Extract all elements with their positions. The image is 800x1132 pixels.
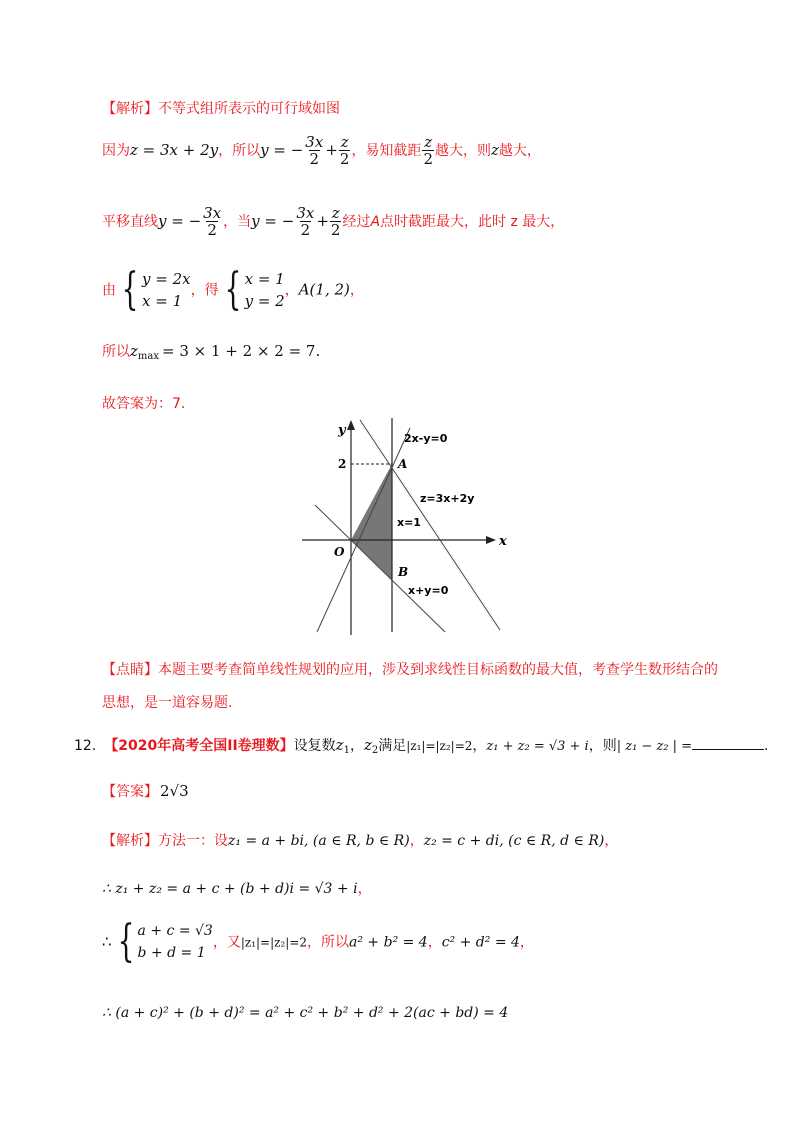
brace-2: { — [224, 264, 241, 315]
frac-3x-2 — [202, 205, 222, 238]
analysis-line-4 — [102, 264, 364, 315]
sum-condition: z₁ + z₂ = √3 + i — [486, 739, 589, 754]
plus-sign: + — [325, 141, 338, 159]
question-number: 12. — [74, 738, 97, 754]
question-text: 满足 — [378, 738, 407, 754]
origin-label: O — [334, 545, 345, 559]
eq-y: y = − — [158, 212, 202, 230]
point-b-label: B — [398, 565, 409, 579]
frac-3x-2 — [304, 134, 324, 167]
solution-line-1 — [102, 830, 618, 850]
comma: ， — [409, 833, 424, 849]
point-a-label: A — [398, 457, 408, 471]
answer-blank — [692, 735, 764, 750]
frac-num: z — [340, 133, 349, 151]
brace-3: { — [117, 916, 134, 967]
eq-ab: a² + b² = 4 — [349, 934, 428, 951]
brace-1: { — [121, 264, 139, 315]
method-text: 方法一：设 — [158, 833, 228, 849]
plus-sign: + — [316, 212, 329, 230]
label-x-eq-1: x=1 — [397, 516, 421, 529]
modulus-condition: |z₁|=|z₂|=2 — [240, 935, 308, 950]
eq-objective: z = 3x + 2y — [130, 141, 219, 159]
analysis-bracket: 【解析】 — [102, 101, 158, 117]
system-1 — [142, 268, 191, 312]
system-row: y = 2x — [142, 270, 191, 288]
question-source: 【2020年高考全国II卷理数】 — [104, 738, 294, 754]
text-shift: 平移直线 — [102, 214, 158, 230]
frac-den: 2 — [207, 221, 217, 239]
text-get: ，得 — [190, 282, 219, 299]
solution-line-2 — [102, 878, 372, 898]
analysis-line-2 — [102, 134, 541, 167]
comma: ， — [427, 934, 442, 951]
solution-line-3 — [102, 916, 534, 967]
text-from: 由 — [102, 282, 116, 299]
frac-z-2-b — [422, 134, 434, 167]
frac-z-2 — [330, 205, 342, 238]
comment-line-2: 思想，是一道容易题. — [102, 695, 233, 711]
comment-line-1 — [102, 659, 718, 679]
comment-text: 本题主要考查简单线性规划的应用，涉及到求线性目标函数的最大值，考查学生数形结合的 — [158, 662, 718, 678]
frac-den: 2 — [339, 150, 350, 168]
solution-line-4 — [102, 1002, 508, 1021]
eq-z2: z₂ = c + di, (c ∈ R, d ∈ R) — [423, 833, 605, 849]
text-because: 因为 — [102, 143, 130, 159]
system-row: b + d = 1 — [137, 945, 206, 961]
x-axis-arrow-icon — [486, 536, 496, 544]
period: . — [764, 738, 769, 754]
system-row: x = 1 — [142, 292, 183, 310]
text-so: 所以 — [102, 344, 130, 360]
answer-row — [102, 781, 189, 801]
answer-line: 故答案为：7. — [102, 396, 186, 412]
answer-value: 2√3 — [160, 782, 189, 800]
text-larger: 越大，则 — [434, 143, 491, 159]
frac-den: 2 — [300, 221, 311, 239]
comma: ， — [357, 881, 372, 897]
y-axis-label: y — [338, 423, 346, 438]
frac-den: 2 — [309, 150, 320, 168]
var-z1: z — [335, 736, 344, 754]
text-so: ，所以 — [218, 143, 261, 159]
analysis-line-3 — [102, 205, 564, 238]
var-z: z — [490, 141, 499, 159]
text-through: 经过 — [342, 214, 371, 230]
comma: ， — [349, 738, 364, 754]
comma: ， — [519, 934, 534, 951]
frac-num: 3x — [203, 204, 222, 222]
subscript-max: max — [137, 351, 159, 362]
modulus-condition: |z₁|=|z₂|=2 — [406, 739, 473, 753]
point-a-label: A — [370, 214, 381, 230]
system-row: a + c = √3 — [137, 923, 213, 939]
analysis-line-5 — [102, 341, 320, 362]
comma: ， — [284, 282, 299, 299]
tick-2: 2 — [338, 457, 347, 471]
var-z: z — [130, 342, 138, 360]
system-row: x = 1 — [244, 270, 285, 288]
point-a: A(1, 2) — [298, 280, 350, 299]
frac-num: 3x — [296, 204, 315, 222]
frac-3x-2-b — [295, 205, 315, 238]
eq-y: y = − — [251, 212, 295, 230]
answer-bracket: 【答案】 — [102, 784, 158, 800]
label-2x-minus-y: 2x-y=0 — [404, 432, 448, 445]
eq-expand: ∴ (a + c)² + (b + d)² = a² + c² + b² + d² + 2(ac + bd) = 4 — [102, 1005, 509, 1021]
eq-cd: c² + d² = 4 — [441, 934, 520, 951]
eq-zmax: = 3 × 1 + 2 × 2 = 7 — [162, 342, 316, 360]
label-x-plus-y: x+y=0 — [408, 584, 449, 597]
period: . — [315, 342, 321, 360]
analysis-text: 不等式组所表示的可行域如图 — [158, 101, 340, 117]
system-2 — [245, 268, 285, 312]
text-when: ，当 — [223, 214, 252, 230]
system-3 — [138, 920, 213, 964]
text-intercept: ，易知截距 — [351, 143, 422, 159]
question-text: 设复数 — [293, 738, 336, 754]
frac-den: 2 — [330, 221, 341, 239]
frac-num: z — [331, 204, 340, 222]
comma: ， — [604, 833, 619, 849]
frac-z-2 — [339, 134, 351, 167]
question-12 — [74, 735, 769, 756]
difference-expression: | z₁ − z₂ | = — [616, 739, 693, 754]
question-text: ，则 — [588, 738, 617, 754]
eq-y: y = − — [260, 141, 304, 159]
frac-num: 3x — [305, 133, 324, 151]
label-objective: z=3x+2y — [420, 492, 475, 505]
comment-bracket: 【点睛】 — [102, 662, 158, 678]
text-max: 点时截距最大，此时 z 最大， — [380, 214, 565, 230]
frac-num: z — [424, 133, 433, 151]
therefore-symbol: ∴ — [102, 932, 112, 951]
system-row: y = 2 — [244, 292, 285, 310]
y-axis-arrow-icon — [347, 420, 355, 430]
analysis-line-1 — [102, 98, 340, 118]
frac-den: 2 — [423, 150, 433, 168]
comma: ， — [472, 738, 487, 754]
subscript-2: 2 — [371, 745, 379, 756]
eq-z1: z₁ = a + bi, (a ∈ R, b ∈ R) — [228, 833, 410, 849]
text-also: ，又 — [212, 934, 241, 951]
line-2x-minus-y — [317, 428, 410, 632]
subscript-1: 1 — [343, 745, 350, 756]
x-axis-label: x — [499, 534, 507, 549]
feasible-region-graph — [300, 410, 510, 640]
comma: ， — [349, 282, 364, 299]
var-z2: z — [363, 736, 372, 754]
text-so: ，所以 — [307, 934, 350, 951]
text-larger-2: 越大， — [498, 143, 541, 159]
eq-sum: ∴ z₁ + z₂ = a + c + (b + d)i = √3 + i — [102, 881, 358, 897]
analysis-bracket: 【解析】 — [102, 833, 158, 849]
